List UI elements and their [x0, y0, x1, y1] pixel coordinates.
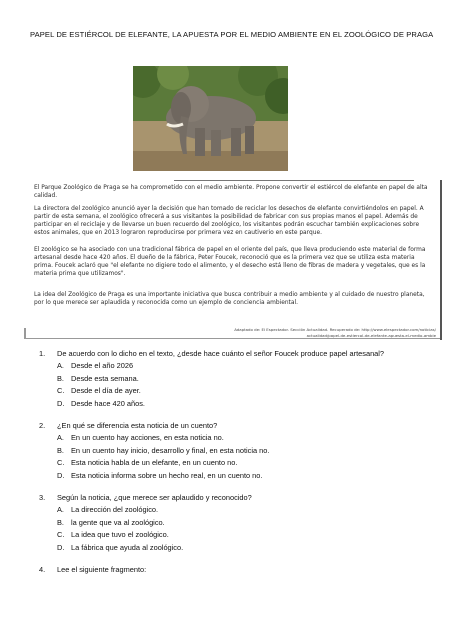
answer-option: A. En un cuento hay acciones, en esta noticia no.	[57, 433, 224, 443]
article-paragraph-2: La directora del zoológico anunció ayer la decisión que han tomado de reciclar los desechos de elefante convirtiéndolos en papel. A partir de esta semana, el zoológico ofrecerá a sus visitantes la posibilidad de fabricar con sus propias manos el papel. Además de participar en el reciclaje y de llevarse un buen recuerdo del zoológico, los visitantes podrán escuchar también explicaciones sobre estos animales, que en 2013 lograron reproducirse por primera vez en cautiverio en este parque.	[34, 206, 424, 236]
source-line-2: actualidad/papel-de-estiercol-de-elefante-apuesta-el-medio-ambie	[306, 332, 436, 338]
article-paragraph-4: La idea del Zoológico de Praga es una importante iniciativa que busca contribuir a medio ambiente y al cuidado de nuestro planeta, por lo que merece ser aplaudida y reconocida como un ejemplo de conciencia ambiental.	[34, 292, 425, 306]
answer-option: A. La dirección del zoológico.	[57, 505, 159, 515]
answer-option: B. la gente que va al zoológico.	[57, 517, 165, 527]
question-number: 3.	[39, 493, 46, 503]
article-top-rule	[174, 180, 414, 181]
question-3	[39, 492, 459, 554]
answer-option: D. Esta noticia informa sobre un hecho real, en un cuento no.	[57, 470, 263, 480]
answer-option: D. La fábrica que ayuda al zoológico.	[57, 542, 184, 552]
answer-option: B. Desde esta semana.	[57, 373, 139, 383]
answer-option: C. La idea que tuvo el zoológico.	[57, 530, 169, 540]
question-2	[39, 420, 459, 482]
question-text: Lee el siguiente fragmento:	[57, 565, 147, 575]
article-source	[174, 327, 436, 338]
answer-option: B. En un cuento hay inicio, desarrollo y final, en esta noticia no.	[57, 445, 270, 455]
question-number: 2.	[39, 421, 46, 431]
source-line-1: Adaptado de: El Espectador. Sección Actualidad. Recuperado de: http://www.elespectador.com/noticias/	[234, 327, 436, 332]
question-text: ¿En qué se diferencia esta noticia de un cuento?	[57, 421, 218, 431]
answer-option: C. Esta noticia habla de un elefante, en un cuento no.	[57, 458, 238, 468]
question-text: De acuerdo con lo dicho en el texto, ¿desde hace cuánto el señor Foucek produce papel artesanal?	[57, 349, 385, 358]
article-paragraph-3: El zoológico se ha asociado con una tradicional fábrica de papel en el oriente del país, que lleva produciendo este material de forma artesanal desde hace 420 años. El dueño de la fábrica, Peter Foucek, reconoció que es la primera vez que se utiliza esta materia prima. Foucek aclaró que "el elefante no digiere todo el alimento, y el desecho está lleno de fibras de madera y vegetales, que es la materia prima que utilizamos".	[34, 247, 426, 277]
elephant-photo	[133, 66, 288, 171]
question-text: Según la noticia, ¿que merece ser aplaudido y reconocido?	[57, 493, 252, 503]
answer-option: A. Desde el año 2026	[57, 361, 134, 371]
question-1	[39, 348, 459, 410]
article-bottom-rule	[24, 338, 440, 339]
article-paragraph-1: El Parque Zoológico de Praga se ha comprometido con el medio ambiente. Propone convertir el estiércol de elefante en papel de alta calidad.	[34, 185, 428, 199]
answer-option: D. Desde hace 420 años.	[57, 398, 145, 408]
question-list	[39, 348, 459, 587]
question-number: 1.	[39, 349, 46, 358]
page-title: PAPEL DE ESTIÉRCOL DE ELEFANTE, LA APUESTA POR EL MEDIO AMBIENTE EN EL ZOOLÓGICO DE PRAGA	[30, 30, 434, 39]
answer-option: C. Desde el día de ayer.	[57, 386, 141, 396]
news-article	[24, 180, 442, 340]
question-4	[39, 564, 459, 576]
question-number: 4.	[39, 565, 46, 575]
